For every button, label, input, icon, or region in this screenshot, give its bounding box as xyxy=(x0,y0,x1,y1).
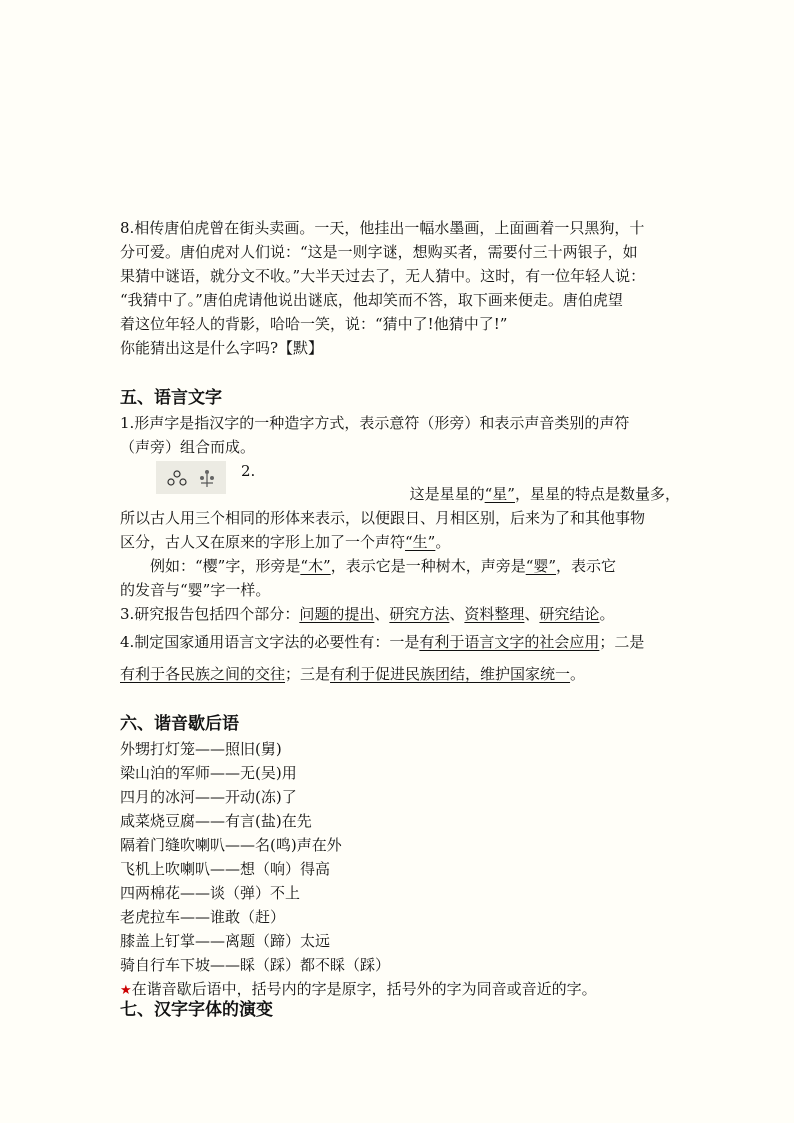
s5-para-2 xyxy=(120,482,680,689)
s5-p2-underline-xing: “星” xyxy=(484,485,515,503)
xiehouyu-item: 隔着门缝吹喇叭——名(鸣)声在外 xyxy=(120,836,342,854)
s5-p4-text: ；三是 xyxy=(285,665,331,683)
xiehouyu-item: 飞机上吹喇叭——想（响）得高 xyxy=(120,860,331,878)
q8-line: 分可爱。唐伯虎对人们说：“这是一则字谜，想购买者，需要付三十两银子，如 xyxy=(120,243,638,261)
s5-example-text: ，表示它是一种树木，声旁是 xyxy=(330,557,526,575)
s5-para-2-number: 2. xyxy=(241,462,256,480)
section-7-heading: 七、汉字字体的演变 xyxy=(120,1000,273,1020)
s5-p3-underline: 研究结论 xyxy=(539,605,600,623)
s5-p3-text: 。 xyxy=(599,605,615,623)
s5-para-1-cont: （声旁）组合而成。 xyxy=(120,438,256,456)
xiehouyu-item: 外甥打灯笼——照旧(舅) xyxy=(120,740,282,758)
q8-line: 8.相传唐伯虎曾在街头卖画。一天，他挂出一幅水墨画，上面画着一只黑狗，十 xyxy=(120,219,645,237)
s5-p3-underline: 资料整理 xyxy=(464,605,525,623)
q8-line: 着这位年轻人的背影，哈哈一笑，说：“猜中了!他猜中了!” xyxy=(120,315,508,333)
section-5-heading: 五、语言文字 xyxy=(120,388,222,408)
s5-p3-text: 3.研究报告包括四个部分： xyxy=(120,605,300,623)
s5-example-line-2: 的发音与“婴”字一样。 xyxy=(120,581,271,599)
q8-line: “我猜中了。”唐伯虎请他说出谜底，他却笑而不答，取下画来便走。唐伯虎望 xyxy=(120,291,623,309)
s5-p4-text: ；二是 xyxy=(599,633,645,651)
xiehouyu-item: 膝盖上钉掌——离题（蹄）太远 xyxy=(120,932,331,950)
s5-para-1: 1.形声字是指汉字的一种造字方式，表示意符（形旁）和表示声音类别的声符 xyxy=(120,414,630,432)
section-5 xyxy=(120,385,680,459)
s5-p3-underline: 研究方法 xyxy=(389,605,450,623)
xiehouyu-note-text: 在谐音歇后语中，括号内的字是原字，括号外的字为同音或音近的字。 xyxy=(131,980,597,998)
xiehouyu-item: 四月的冰河——开动(冻)了 xyxy=(120,788,297,806)
s5-example-underline-mu: “木” xyxy=(300,557,331,575)
section-7 xyxy=(120,997,680,1023)
s5-p3-sep: 、 xyxy=(449,605,465,623)
s5-p4-underline: 有利于语言文字的社会应用 xyxy=(419,633,600,651)
xiehouyu-item: 四两棉花——谈（弹）不上 xyxy=(120,884,301,902)
s5-p3-sep: 、 xyxy=(524,605,540,623)
q8-line: 果猜中谜语，就分文不收。”大半天过去了，无人猜中。这时，有一位年轻人说： xyxy=(120,267,646,285)
s5-p2-text: 。 xyxy=(435,533,451,551)
s5-p2-text: 区分，古人又在原来的字形上加了一个声符 xyxy=(120,533,406,551)
s5-p3-sep: 、 xyxy=(374,605,390,623)
question-8 xyxy=(120,216,680,360)
q8-question: 你能猜出这是什么字吗?【默】 xyxy=(120,339,324,357)
s5-p2-text: ，星星的特点是数量多， xyxy=(514,485,680,503)
s5-p2-line-2: 所以古人用三个相同的形体来表示，以便跟日、月相区别，后来为了和其他事物 xyxy=(120,509,646,527)
s5-example-text: 例如：“樱”字，形旁是 xyxy=(150,557,301,575)
xiehouyu-item: 骑自行车下坡——睬（踩）都不睬（踩） xyxy=(120,956,391,974)
s5-p4-text: 4.制定国家通用语言文字法的必要性有：一是 xyxy=(120,633,420,651)
section-6-heading: 六、谐音歇后语 xyxy=(120,714,239,734)
s5-p3-underline: 问题的提出 xyxy=(299,605,375,623)
s5-p4-underline: 有利于各民族之间的交往 xyxy=(120,665,286,683)
xiehouyu-item: 咸菜烧豆腐——有言(盐)在先 xyxy=(120,812,312,830)
xiehouyu-item: 老虎拉车——谁敢（赶） xyxy=(120,908,286,926)
s5-p4-text: 。 xyxy=(570,665,586,683)
section-6 xyxy=(120,711,680,1003)
xiehouyu-item: 梁山泊的军师——无(吴)用 xyxy=(120,764,297,782)
red-star-icon: ★ xyxy=(120,983,132,998)
s5-p2-underline-sheng: “生” xyxy=(405,533,436,551)
s5-example-text: ，表示它 xyxy=(556,557,617,575)
s5-example-underline-ying: “婴” xyxy=(525,557,557,575)
s5-p4-underline: 有利于促进民族团结，维护国家统一 xyxy=(330,665,571,683)
s5-p2-text: 这是星星的 xyxy=(409,485,485,503)
